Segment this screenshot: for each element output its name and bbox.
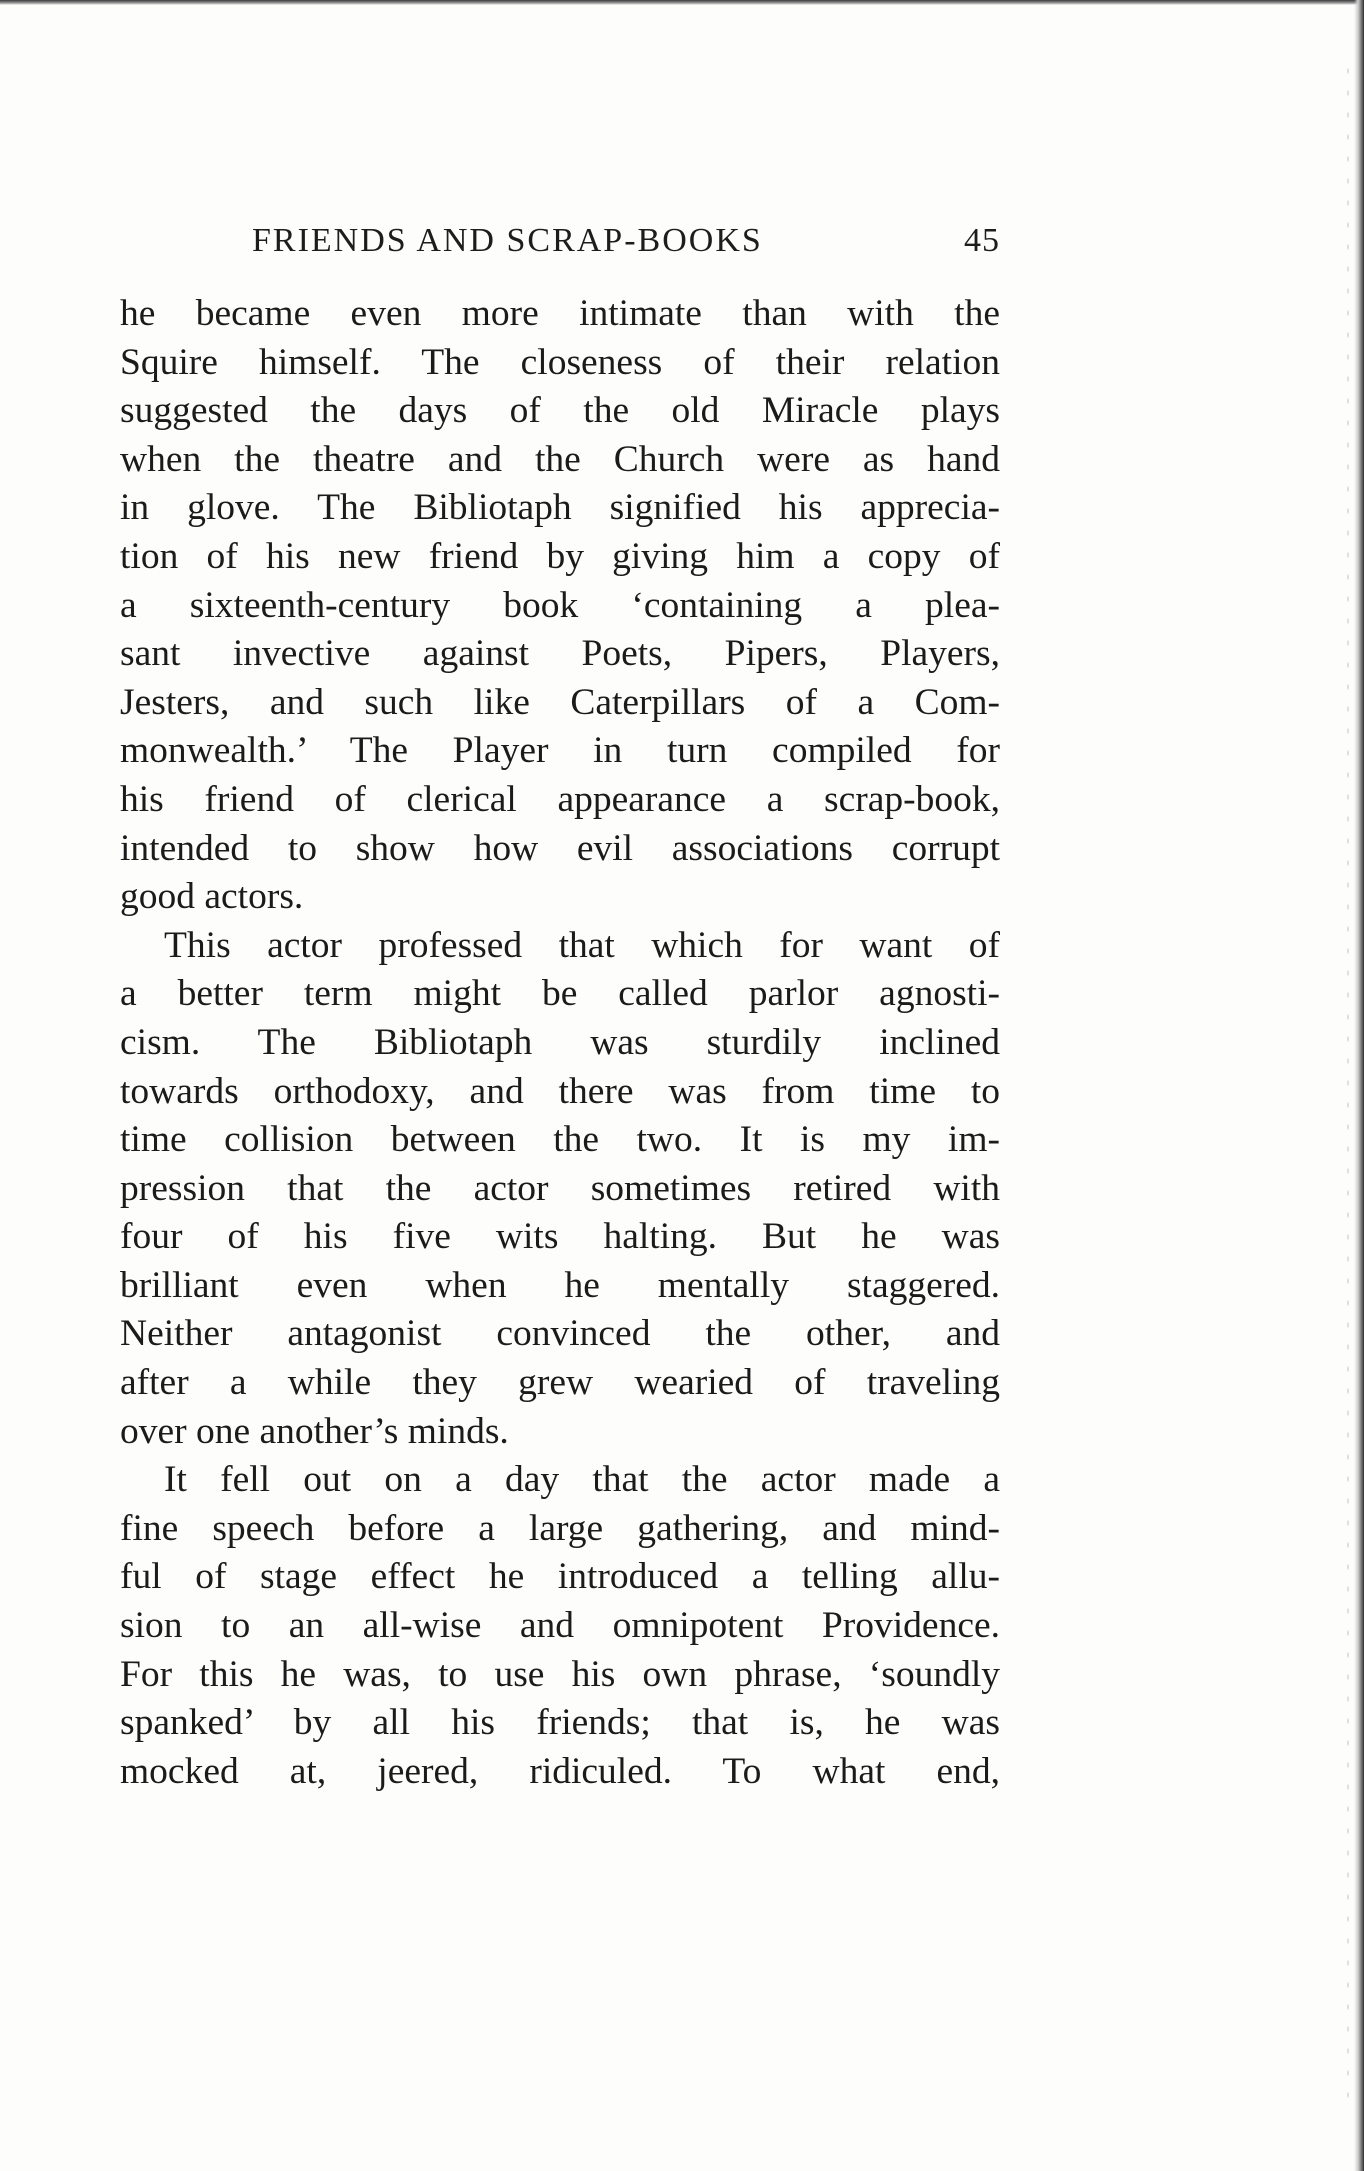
text-line: towards orthodoxy, and there was from time to (120, 1070, 1000, 1112)
page-top-edge-shadow (0, 0, 1364, 5)
text-line: cism. The Bibliotaph was sturdily inclined (120, 1021, 1000, 1063)
paragraph-2 (120, 922, 1000, 1457)
text-line: tion of his new friend by giving him a copy of (120, 535, 1000, 577)
text-line: fine speech before a large gathering, and mind- (120, 1507, 1000, 1549)
text-line: brilliant even when he mentally staggered. (120, 1264, 1000, 1306)
text-line: sion to an all-wise and omnipotent Providence. (120, 1605, 1000, 1647)
text-line: time collision between the two. It is my im- (120, 1119, 1000, 1161)
page-right-edge-shadow (1354, 0, 1364, 2171)
text-line: a better term might be called parlor agnosti- (120, 973, 1000, 1015)
text-line: a sixteenth-century book ‘containing a plea- (120, 584, 1000, 626)
running-head (120, 222, 1000, 266)
text-line: four of his five wits halting. But he was (120, 1216, 1000, 1258)
text-line: intended to show how evil associations corrupt (120, 827, 1000, 869)
body-text (120, 290, 1000, 1796)
text-line: Jesters, and such like Caterpillars of a Com- (120, 681, 1000, 723)
text-line: Neither antagonist convinced the other, and (120, 1313, 1000, 1355)
text-line: monwealth.’ The Player in turn compiled for (120, 730, 1000, 772)
text-line: good actors. (120, 876, 304, 918)
text-line: This actor professed that which for want of (164, 924, 1000, 966)
running-head-title: FRIENDS AND SCRAP-BOOKS (252, 222, 763, 259)
text-line: mocked at, jeered, ridiculed. To what end, (120, 1750, 1000, 1792)
paragraph-3 (120, 1456, 1000, 1796)
text-line: spanked’ by all his friends; that is, he was (120, 1702, 1000, 1744)
text-line: over one another’s minds. (120, 1410, 509, 1452)
text-line: in glove. The Bibliotaph signified his apprecia- (120, 487, 1000, 529)
text-line: his friend of clerical appearance a scrap-book, (120, 778, 1000, 820)
text-line: suggested the days of the old Miracle plays (120, 390, 1000, 432)
text-line: sant invective against Poets, Pipers, Players, (120, 633, 1000, 675)
text-line: pression that the actor sometimes retired with (120, 1167, 1000, 1209)
paragraph-1 (120, 290, 1000, 922)
text-line: Squire himself. The closeness of their relation (120, 341, 1000, 383)
text-line: he became even more intimate than with the (120, 293, 1000, 334)
text-line: For this he was, to use his own phrase, ‘soundly (120, 1653, 1000, 1695)
text-line: It fell out on a day that the actor made a (164, 1459, 1000, 1501)
text-line: ful of stage effect he introduced a telling allu- (120, 1556, 1000, 1598)
text-line: after a while they grew wearied of traveling (120, 1362, 1000, 1404)
page-right-edge-speckle (1344, 60, 1352, 2110)
page-number: 45 (964, 222, 1000, 259)
text-line: when the theatre and the Church were as hand (120, 438, 1000, 480)
